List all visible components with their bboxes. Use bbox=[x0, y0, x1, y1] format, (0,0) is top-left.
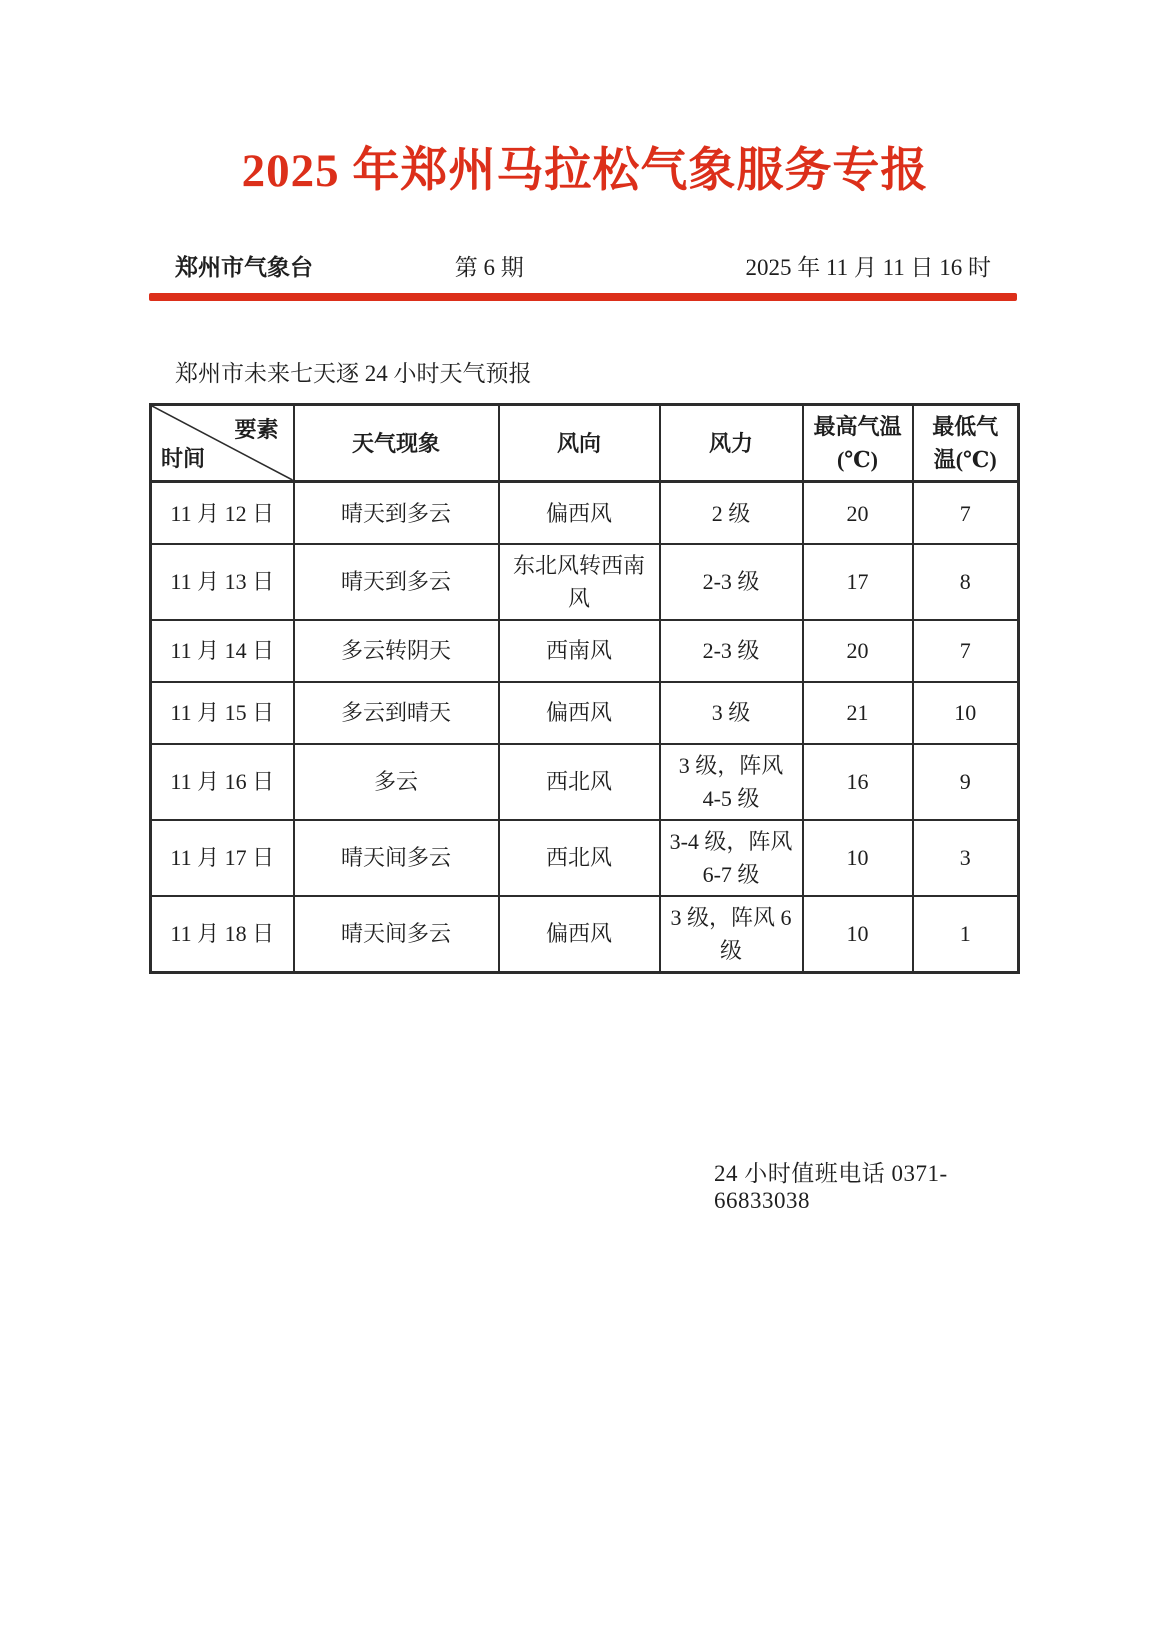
wind-force-cell: 2-3 级 bbox=[660, 620, 803, 682]
high-temp-cell: 10 bbox=[803, 896, 913, 973]
low-temp-cell: 8 bbox=[913, 544, 1019, 620]
wind-force-cell: 2-3 级 bbox=[660, 544, 803, 620]
corner-header-cell bbox=[151, 405, 294, 482]
issue-number: 第 6 期 bbox=[454, 255, 524, 281]
high-temp-cell: 10 bbox=[803, 820, 913, 896]
date-cell: 11 月 15 日 bbox=[151, 682, 294, 744]
wind-force-cell: 2 级 bbox=[660, 482, 803, 544]
date-cell: 11 月 13 日 bbox=[151, 544, 294, 620]
table-row bbox=[151, 682, 1019, 744]
date-cell: 11 月 14 日 bbox=[151, 620, 294, 682]
duty-phone-line: 24 小时值班电话 0371-66833038 bbox=[714, 1160, 948, 1213]
low-temp-cell: 7 bbox=[913, 482, 1019, 544]
table-row bbox=[151, 482, 1019, 544]
corner-label-element: 要素 bbox=[234, 417, 279, 443]
issue-datetime: 2025 年 11 月 11 日 16 时 bbox=[745, 255, 991, 281]
wind-direction-cell: 偏西风 bbox=[499, 682, 660, 744]
forecast-table bbox=[149, 403, 1020, 974]
weather-cell: 多云 bbox=[294, 744, 499, 820]
section-title: 郑州市未来七天逐 24 小时天气预报 bbox=[175, 361, 532, 387]
column-header-wind-force: 风力 bbox=[660, 405, 803, 482]
column-header-high-temp: 最高气温(℃) bbox=[803, 405, 913, 482]
wind-force-cell: 3-4 级，阵风 6-7 级 bbox=[660, 820, 803, 896]
wind-force-cell: 3 级，阵风 4-5 级 bbox=[660, 744, 803, 820]
wind-direction-cell: 西南风 bbox=[499, 620, 660, 682]
date-cell: 11 月 12 日 bbox=[151, 482, 294, 544]
high-temp-cell: 21 bbox=[803, 682, 913, 744]
wind-direction-cell: 西北风 bbox=[499, 744, 660, 820]
table-row bbox=[151, 820, 1019, 896]
weather-cell: 晴天间多云 bbox=[294, 820, 499, 896]
high-temp-cell: 20 bbox=[803, 482, 913, 544]
issuer-name: 郑州市气象台 bbox=[175, 255, 313, 281]
column-header-wind-direction: 风向 bbox=[499, 405, 660, 482]
weather-cell: 多云转阴天 bbox=[294, 620, 499, 682]
weather-cell: 晴天到多云 bbox=[294, 482, 499, 544]
column-header-weather: 天气现象 bbox=[294, 405, 499, 482]
table-row bbox=[151, 544, 1019, 620]
table-row bbox=[151, 744, 1019, 820]
content-area bbox=[149, 249, 1017, 1214]
wind-force-cell: 3 级，阵风 6 级 bbox=[660, 896, 803, 973]
low-temp-cell: 10 bbox=[913, 682, 1019, 744]
low-temp-cell: 3 bbox=[913, 820, 1019, 896]
high-temp-cell: 16 bbox=[803, 744, 913, 820]
table-row bbox=[151, 896, 1019, 973]
low-temp-cell: 7 bbox=[913, 620, 1019, 682]
page-title: 2025 年郑州马拉松气象服务专报 bbox=[241, 145, 929, 197]
wind-direction-cell: 东北风转西南风 bbox=[499, 544, 660, 620]
corner-label-time: 时间 bbox=[161, 446, 206, 472]
wind-direction-cell: 偏西风 bbox=[499, 482, 660, 544]
date-cell: 11 月 17 日 bbox=[151, 820, 294, 896]
date-cell: 11 月 18 日 bbox=[151, 896, 294, 973]
date-cell: 11 月 16 日 bbox=[151, 744, 294, 820]
wind-direction-cell: 偏西风 bbox=[499, 896, 660, 973]
weather-cell: 多云到晴天 bbox=[294, 682, 499, 744]
low-temp-cell: 9 bbox=[913, 744, 1019, 820]
table-row bbox=[151, 620, 1019, 682]
table-header-row bbox=[151, 405, 1019, 482]
wind-force-cell: 3 级 bbox=[660, 682, 803, 744]
weather-cell: 晴天到多云 bbox=[294, 544, 499, 620]
wind-direction-cell: 西北风 bbox=[499, 820, 660, 896]
high-temp-cell: 20 bbox=[803, 620, 913, 682]
high-temp-cell: 17 bbox=[803, 544, 913, 620]
weather-cell: 晴天间多云 bbox=[294, 896, 499, 973]
red-divider-rule bbox=[149, 293, 1017, 301]
issue-meta-row bbox=[149, 249, 1017, 282]
column-header-low-temp: 最低气温(℃) bbox=[913, 405, 1019, 482]
low-temp-cell: 1 bbox=[913, 896, 1019, 973]
